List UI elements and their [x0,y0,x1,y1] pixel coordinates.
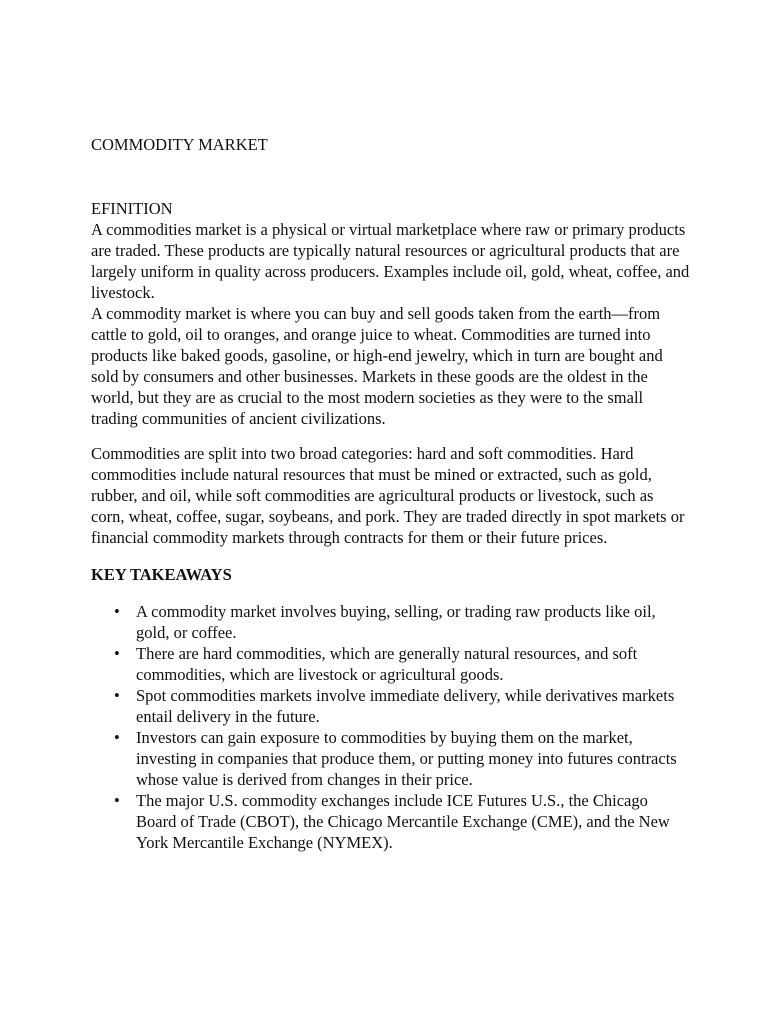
list-item-text: Investors can gain exposure to commodities by buying them on the market, investing in companies that produce them, or putting money into futures contracts whose value is derived from changes in their price. [136,728,677,789]
definition-section [91,198,691,429]
list-item-text: A commodity market involves buying, selling, or trading raw products like oil, gold, or coffee. [136,602,656,642]
bullet-icon: • [114,791,120,810]
bullet-icon: • [114,602,120,621]
list-item [114,685,691,727]
definition-text: A commodities market is a physical or virtual marketplace where raw or primary products are traded. These products are typically natural resources or agricultural products that are largely uniform in quality across producers. Examples include oil, gold, wheat, coffee, and livestock. [91,220,690,302]
bullet-icon: • [114,686,120,705]
list-item-text: The major U.S. commodity exchanges include ICE Futures U.S., the Chicago Board of Trade (CBOT), the Chicago Mercantile Exchange (CME), and the New York Mercantile Exchange (NYMEX). [136,791,670,852]
list-item [114,727,691,790]
list-item-text: There are hard commodities, which are generally natural resources, and soft commodities, which are livestock or agricultural goods. [136,644,638,684]
key-takeaways-heading: KEY TAKEAWAYS [91,565,232,584]
list-item [114,790,691,853]
paragraph-commodity-market: A commodity market is where you can buy and sell goods taken from the earth—from cattle to gold, oil to oranges, and orange juice to wheat. Commodities are turned into products like baked goods, gasoline, or high-end jewelry, which in turn are bought and sold by consumers and other businesses. Markets in these goods are the oldest in the world, but they are as crucial to the most modern societies as they were to the small trading communities of ancient civilizations. [91,304,663,428]
list-item [114,601,691,643]
definition-heading: EFINITION [91,199,173,218]
bullet-icon: • [114,728,120,747]
list-item [114,643,691,685]
bullet-icon: • [114,644,120,663]
page-title: COMMODITY MARKET [91,135,268,154]
key-takeaways-list [91,601,691,853]
list-item-text: Spot commodities markets involve immediate delivery, while derivatives markets entail delivery in the future. [136,686,675,726]
document-body [91,198,691,853]
paragraph-categories: Commodities are split into two broad categories: hard and soft commodities. Hard commodities include natural resources that must be mined or extracted, such as gold, rubber, and oil, while soft commodities are agricultural products or livestock, such as corn, wheat, coffee, sugar, soybeans, and pork. They are traded directly in spot markets or financial commodity markets through contracts for them or their future prices. [91,444,685,547]
